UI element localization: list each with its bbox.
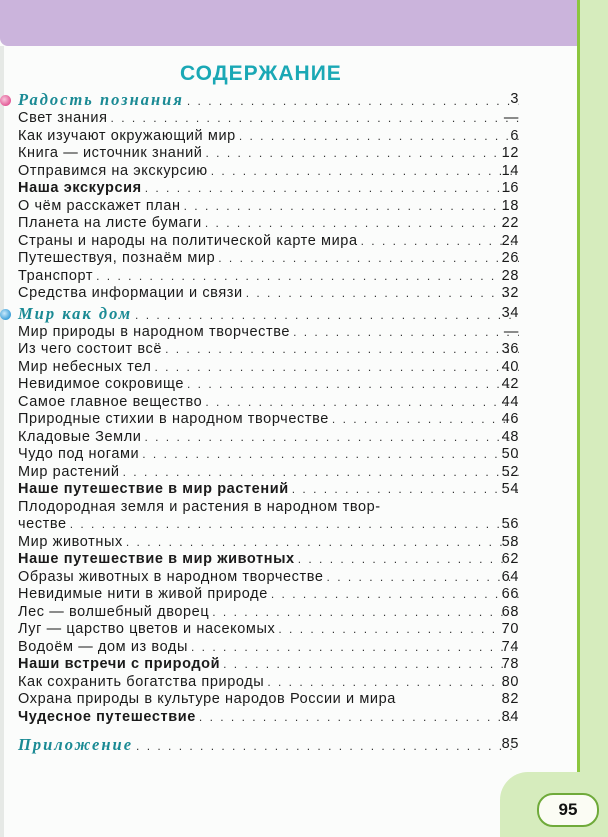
dot-leader <box>205 145 519 163</box>
toc-entry-row[interactable] <box>18 145 519 163</box>
dot-leader <box>126 534 519 552</box>
toc-page-number: 44 <box>501 393 519 410</box>
dot-leader <box>184 198 519 216</box>
dot-leader <box>205 394 519 412</box>
toc-page-number: 6 <box>510 127 519 144</box>
toc-page-number: 36 <box>501 341 519 357</box>
toc-page-number: 32 <box>501 285 519 301</box>
toc-entry-row[interactable] <box>18 394 519 412</box>
dot-leader <box>70 516 519 534</box>
toc-entry-row[interactable] <box>18 604 519 622</box>
toc-entry-row[interactable] <box>18 341 519 359</box>
toc-entry-row[interactable] <box>18 128 519 146</box>
toc-page-number: 22 <box>501 215 519 231</box>
toc-entry-label: Мир растений <box>18 463 120 480</box>
dot-leader <box>165 341 519 359</box>
toc-entry-row[interactable] <box>18 551 519 569</box>
toc-entry-label: Водоём — дом из воды <box>18 638 188 655</box>
toc-page-number: 46 <box>501 411 519 427</box>
dot-leader <box>278 621 519 639</box>
dot-leader <box>199 709 519 727</box>
toc-entry-label: Как изучают окружающий мир <box>18 127 236 144</box>
toc-entry-row[interactable] <box>18 411 519 429</box>
toc-page-number: 70 <box>501 621 519 637</box>
toc-entry-label: Плодородная земля и растения в народном твор- <box>18 498 381 515</box>
toc-entry-row[interactable] <box>18 198 519 216</box>
toc-page-number: — <box>503 110 519 126</box>
dot-leader <box>205 215 519 233</box>
toc-entry-label: Лес — волшебный дворец <box>18 603 210 620</box>
toc-page-number: 80 <box>501 673 519 690</box>
dot-leader <box>111 110 519 128</box>
toc-entry-label: честве <box>18 516 67 532</box>
dot-leader <box>361 233 519 251</box>
toc-entry-label: Образы животных в народном творчестве <box>18 568 324 585</box>
dot-leader <box>211 163 519 181</box>
toc-entry-label: Как сохранить богатства природы <box>18 673 265 690</box>
toc-entry-row[interactable] <box>18 324 519 342</box>
toc-entry-row[interactable] <box>18 674 519 692</box>
toc-entry-label: Наши встречи с природой <box>18 656 221 672</box>
toc-entry-label: Радость познания <box>18 90 184 109</box>
dot-leader <box>191 639 519 657</box>
dot-leader <box>267 674 519 692</box>
toc-page-number: 42 <box>501 376 519 392</box>
toc-page-number: 68 <box>501 603 519 620</box>
dot-leader <box>293 324 519 342</box>
dot-leader <box>96 268 519 286</box>
toc-page-number: 34 <box>501 304 519 321</box>
dot-leader <box>123 464 519 482</box>
toc-page-number: 85 <box>501 736 519 752</box>
page-title: СОДЕРЖАНИЕ <box>180 62 342 85</box>
dot-leader <box>145 180 519 198</box>
toc-entry-label: Мир животных <box>18 533 123 550</box>
toc-page-number: 74 <box>501 638 519 655</box>
dot-leader <box>223 656 519 674</box>
toc-page-number: 26 <box>501 250 519 266</box>
toc-entry-row[interactable] <box>18 656 519 674</box>
dot-leader <box>332 411 519 429</box>
toc-entry-label: Самое главное вещество <box>18 393 203 410</box>
toc-page-number: 18 <box>501 197 519 214</box>
toc-entry-row[interactable] <box>18 481 519 499</box>
toc-entry-row[interactable] <box>18 233 519 251</box>
dot-leader <box>327 569 519 587</box>
toc-entry-label: Из чего состоит всё <box>18 341 163 357</box>
toc-section-row[interactable] <box>18 91 519 110</box>
toc-entry-row[interactable] <box>18 586 519 604</box>
toc-page-number: 82 <box>501 691 519 707</box>
toc-entry-label: Кладовые Земли <box>18 428 142 445</box>
toc-page-number: 66 <box>501 586 519 602</box>
dot-leader <box>298 551 519 569</box>
toc-page-number: 12 <box>501 145 519 161</box>
toc-entry-row[interactable] <box>18 110 519 128</box>
toc-page-number: 14 <box>501 162 519 179</box>
dot-leader <box>154 359 519 377</box>
right-green-band <box>578 0 608 837</box>
toc-entry-label: Свет знания <box>18 110 108 126</box>
toc-entry-row[interactable] <box>18 516 519 534</box>
dot-leader <box>246 285 519 303</box>
toc-entry-row[interactable] <box>18 691 519 709</box>
toc-entry-row[interactable] <box>18 499 519 517</box>
right-green-line <box>577 0 580 780</box>
toc-entry-row[interactable] <box>18 250 519 268</box>
table-of-contents <box>18 91 519 755</box>
dot-leader <box>187 376 519 394</box>
toc-entry-row[interactable] <box>18 180 519 198</box>
toc-page-number: 54 <box>501 481 519 497</box>
toc-section-row[interactable] <box>18 736 519 755</box>
toc-entry-label: Невидимые нити в живой природе <box>18 586 268 602</box>
top-decorative-band <box>0 0 608 46</box>
toc-entry-label: Средства информации и связи <box>18 285 243 301</box>
toc-section-row[interactable] <box>18 305 519 324</box>
toc-page-number: 16 <box>501 180 519 196</box>
dot-leader <box>187 93 519 111</box>
toc-entry-row[interactable] <box>18 215 519 233</box>
toc-page-number: 84 <box>501 708 519 725</box>
toc-entry-label: Наша экскурсия <box>18 180 142 196</box>
toc-entry-row[interactable] <box>18 285 519 303</box>
toc-entry-label: Путешествуя, познаём мир <box>18 250 216 266</box>
toc-entry-row[interactable] <box>18 464 519 482</box>
toc-page-number: 48 <box>501 428 519 445</box>
toc-page-number: 40 <box>501 358 519 375</box>
toc-entry-label: Страны и народы на политической карте мира <box>18 232 358 249</box>
dot-leader <box>292 481 519 499</box>
left-margin-line <box>0 46 4 837</box>
toc-entry-row[interactable] <box>18 639 519 657</box>
toc-entry-label: Природные стихии в народном творчестве <box>18 411 329 427</box>
toc-entry-row[interactable] <box>18 359 519 377</box>
toc-page-number: 58 <box>501 533 519 550</box>
toc-page-number: 28 <box>501 267 519 284</box>
toc-entry-row[interactable] <box>18 268 519 286</box>
toc-page-number: 64 <box>501 568 519 585</box>
toc-entry-label: Чудесное путешествие <box>18 708 196 725</box>
page-number-badge: 95 <box>537 793 599 827</box>
toc-entry-row[interactable] <box>18 163 519 181</box>
dot-leader <box>212 604 519 622</box>
toc-entry-row[interactable] <box>18 446 519 464</box>
toc-entry-label: Чудо под ногами <box>18 446 140 462</box>
toc-entry-label: Охрана природы в культуре народов России и мира <box>18 691 396 707</box>
toc-page-number: 56 <box>501 516 519 532</box>
toc-entry-label: О чём расскажет план <box>18 197 181 214</box>
toc-entry-label: Луг — царство цветов и насекомых <box>18 621 276 637</box>
toc-page-number: 50 <box>501 446 519 462</box>
dot-leader <box>135 304 519 325</box>
toc-entry-label: Наше путешествие в мир растений <box>18 481 289 497</box>
toc-entry-label: Отправимся на экскурсию <box>18 162 208 179</box>
toc-entry-row[interactable] <box>18 534 519 552</box>
toc-page-number: 78 <box>501 656 519 672</box>
toc-entry-row[interactable] <box>18 569 519 587</box>
dot-leader <box>142 446 519 464</box>
toc-entry-row[interactable] <box>18 709 519 727</box>
toc-page-number: 52 <box>501 463 519 480</box>
toc-page-number: — <box>503 323 519 340</box>
toc-entry-label: Транспорт <box>18 267 94 284</box>
toc-page-number: 62 <box>501 551 519 567</box>
pink-bullet-icon <box>0 95 11 106</box>
toc-entry-label: Наше путешествие в мир животных <box>18 551 295 567</box>
toc-entry-label: Мир природы в народном творчестве <box>18 323 291 340</box>
toc-entry-row[interactable] <box>18 621 519 639</box>
dot-leader <box>218 250 519 268</box>
dot-leader <box>239 128 519 146</box>
toc-entry-label: Мир небесных тел <box>18 358 152 375</box>
dot-leader <box>271 586 519 604</box>
toc-entry-label: Мир как дом <box>18 303 133 323</box>
toc-entry-label: Невидимое сокровище <box>18 376 185 392</box>
toc-page-number: 24 <box>501 232 519 249</box>
toc-entry-label: Книга — источник знаний <box>18 145 203 161</box>
toc-entry-row[interactable] <box>18 429 519 447</box>
dot-leader <box>144 429 519 447</box>
toc-entry-label: Приложение <box>18 735 134 754</box>
toc-entry-row[interactable] <box>18 376 519 394</box>
toc-entry-label: Планета на листе бумаги <box>18 215 202 231</box>
toc-page-number: 3 <box>510 91 519 107</box>
dot-leader <box>136 738 519 756</box>
blue-bullet-icon <box>0 309 11 320</box>
